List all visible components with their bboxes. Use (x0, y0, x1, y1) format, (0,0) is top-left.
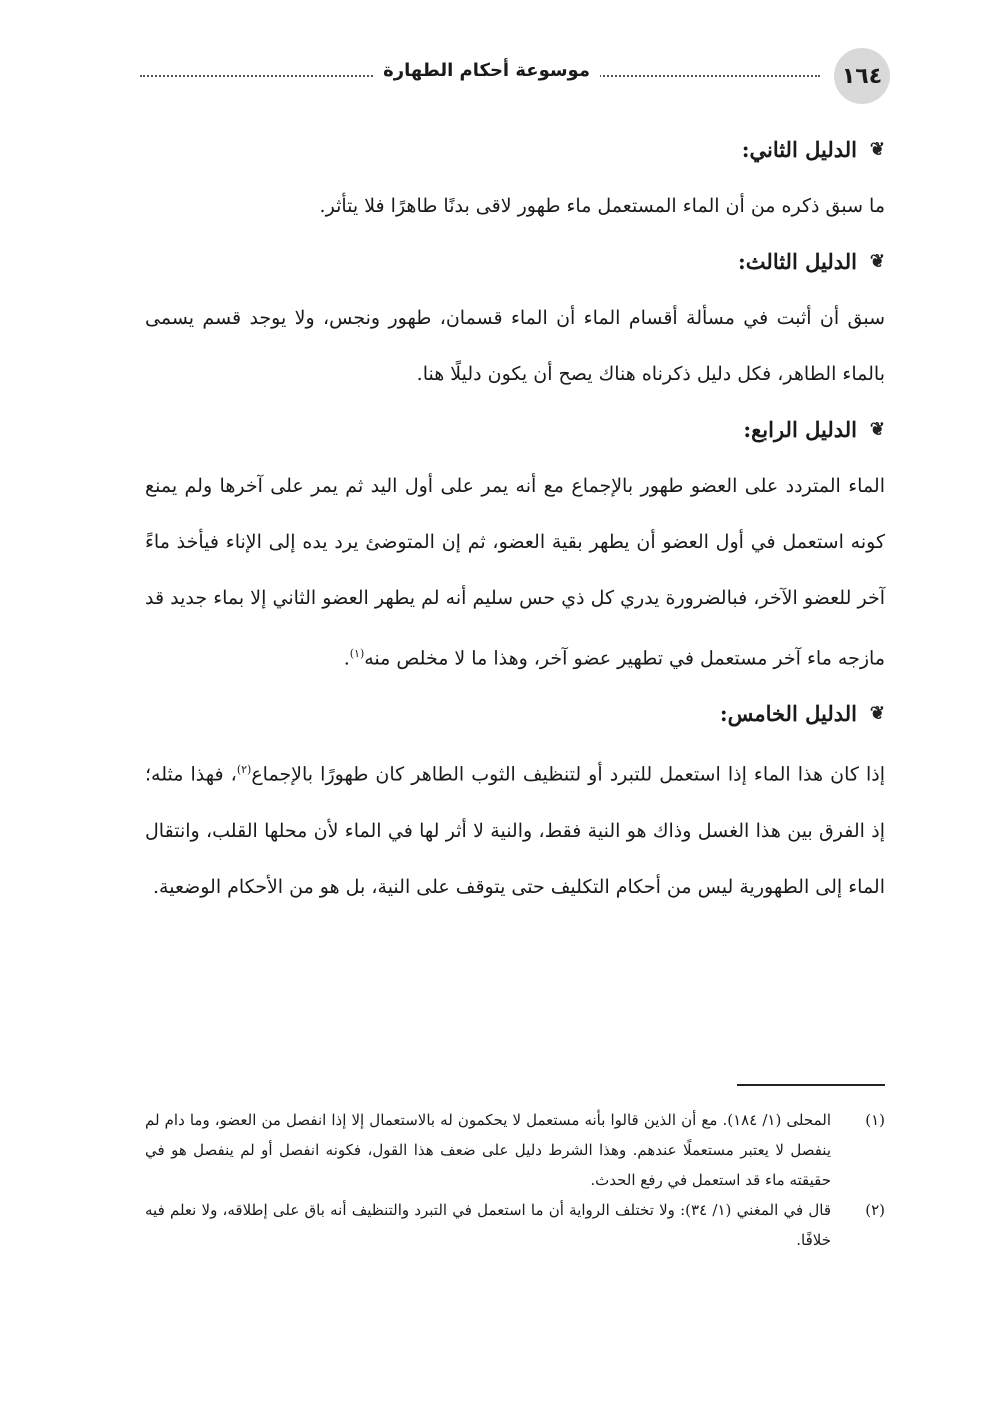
book-title: موسوعة أحكام الطهارة (373, 60, 600, 81)
leaf-bullet-icon: ❦ (869, 703, 885, 725)
paragraph-text: الماء المتردد على العضو طهور بالإجماع مع أنه يمر على أول اليد ثم يمر على آخرها ولم يمنع كونه استعمل في أول العضو أن يطهر بقية العضو، ثم إن المتوضئ يرد يده إلى الإناء فيأخذ ماءً آخر للعضو الآخر، فبالضرورة يدري كل ذي حس سليم أنه لم يطهر العضو الثاني إلا بماء جديد قد مازجه ماء آخر مستعمل في تطهير عضو آخر، وهذا ما لا مخلص منه (145, 475, 885, 670)
section-paragraph (145, 742, 885, 914)
section-heading-text: الدليل الرابع: (743, 417, 857, 442)
section-heading (145, 122, 885, 178)
footnote-separator (737, 1084, 885, 1086)
paragraph-end: . (343, 647, 350, 670)
leaf-bullet-icon: ❦ (869, 251, 885, 272)
page-header (140, 48, 890, 104)
footnote-text: المحلى (١/ ١٨٤). مع أن الذين قالوا بأنه مستعمل لا يحكمون له بالاستعمال إلا إذا انفصل من العضو، وما دام لم ينفصل لا يعتبر مستعملًا عندهم. وهذا الشرط دليل على ضعف هذا القول، فكونه انفصل أو لم ينفصل هو في حقيقته ماء قد استعمل في رفع الحدث. (145, 1111, 831, 1189)
footnote-number: (٢) (865, 1201, 885, 1219)
footnotes (145, 1105, 885, 1255)
section-heading (145, 234, 885, 290)
paragraph-text: إذا كان هذا الماء إذا استعمل للتبرد أو لتنظيف الثوب الطاهر كان طهورًا بالإجماع (251, 763, 886, 786)
page-number-badge: ١٦٤ (834, 48, 890, 104)
section-heading-text: الدليل الثاني: (741, 137, 857, 162)
footnote-text: قال في المغني (١/ ٣٤): ولا تختلف الرواية أن ما استعمل في التبرد والتنظيف أنه باق على إطلاقه، ولا نعلم فيه خلافًا. (145, 1201, 831, 1249)
leaf-bullet-icon: ❦ (869, 419, 885, 440)
footnote (145, 1105, 885, 1195)
section-heading (145, 686, 885, 742)
footnote (145, 1195, 885, 1255)
leaf-bullet-icon: ❦ (869, 139, 885, 160)
paragraph-text: ، فهذا مثله؛ إذ الفرق بين هذا الغسل وذاك هو النية فقط، والنية لا أثر لها في الماء لأن محلها القلب، وانتقال الماء إلى الطهورية ليس من أحكام التكليف حتى يتوقف على النية، بل هو من الأحكام الوضعية. (145, 763, 885, 898)
footnote-reference[interactable]: (٢) (236, 763, 252, 777)
section-paragraph (145, 458, 885, 686)
section-heading-text: الدليل الثالث: (738, 249, 857, 274)
section-paragraph: سبق أن أثبت في مسألة أقسام الماء أن الماء قسمان، طهور ونجس، ولا يوجد قسم يسمى بالماء الطاهر، فكل دليل ذكرناه هناك يصح أن يكون دليلًا هنا. (145, 307, 885, 385)
footnote-number: (١) (865, 1111, 885, 1129)
main-text (145, 122, 885, 915)
footnote-reference[interactable]: (١) (349, 647, 365, 660)
section-heading (145, 402, 885, 458)
section-paragraph: ما سبق ذكره من أن الماء المستعمل ماء طهور لاقى بدنًا طاهرًا فلا يتأثر. (319, 195, 885, 217)
section-heading-text: الدليل الخامس: (719, 701, 857, 727)
